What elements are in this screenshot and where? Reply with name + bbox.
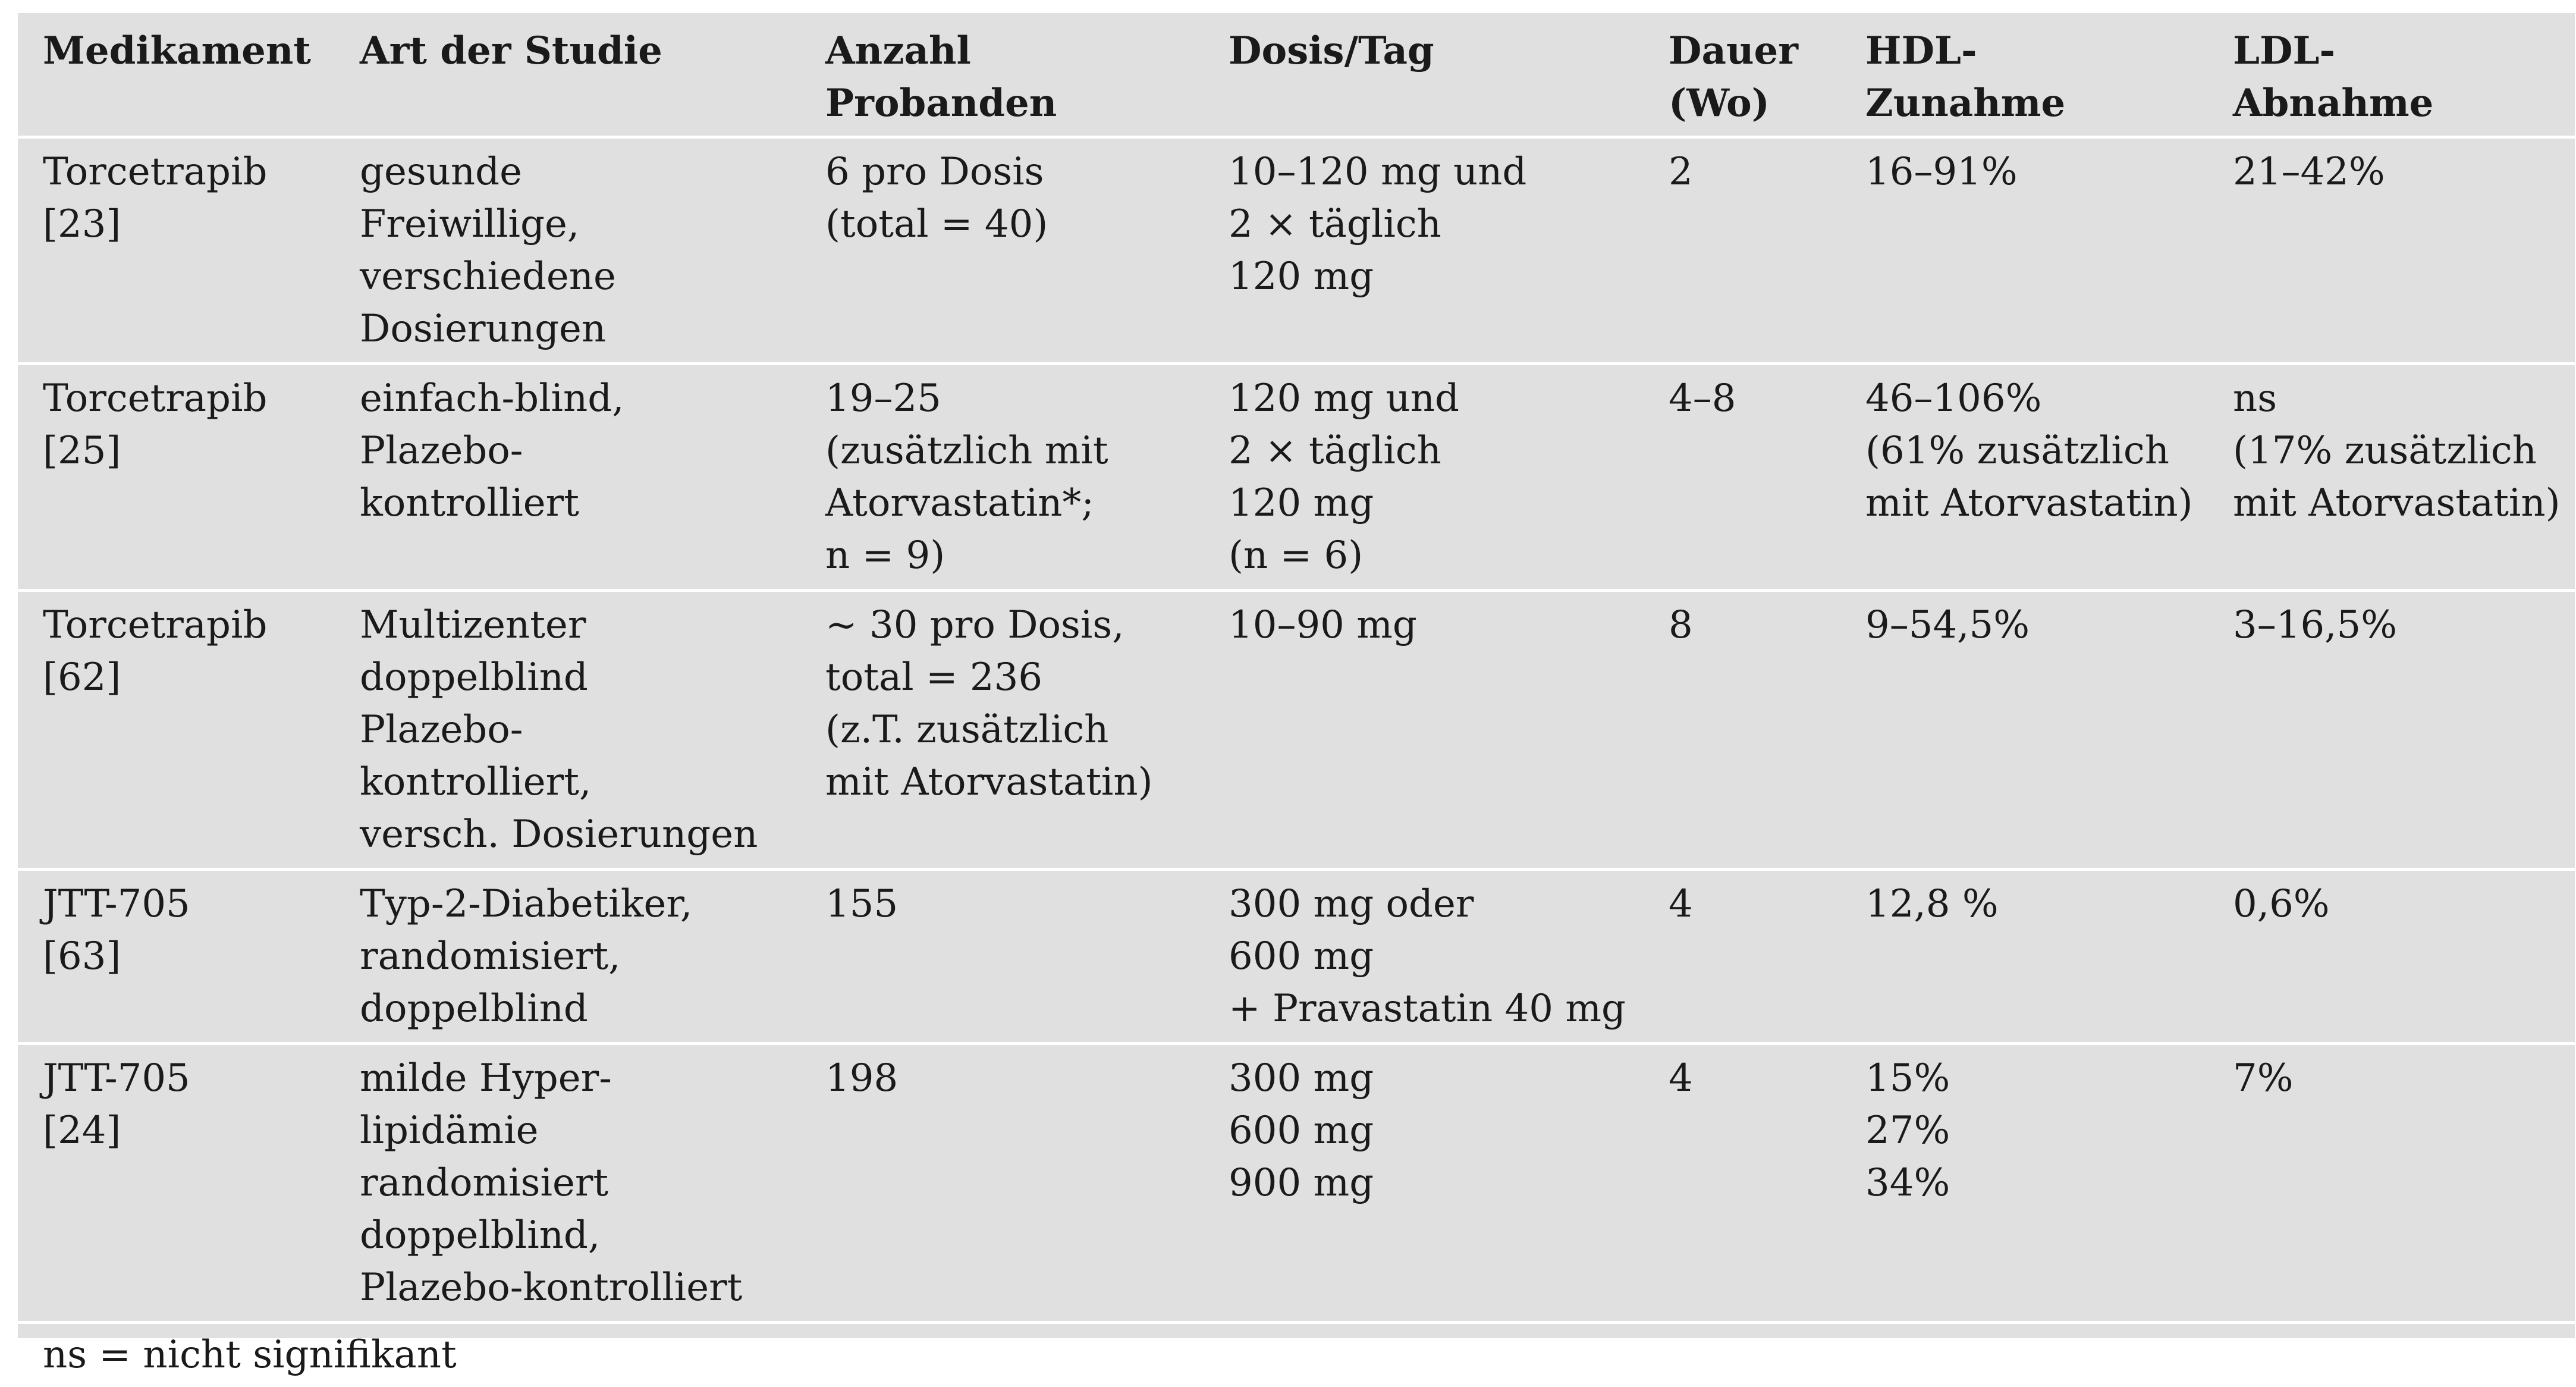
cell-text: 9–54,5% (1865, 599, 2208, 651)
cell-anzahl-probanden (800, 591, 1204, 870)
cell-art-der-studie (335, 137, 800, 364)
cell-text: 15% (1865, 1052, 2208, 1104)
cell-text: 27% (1865, 1104, 2208, 1157)
header-text: Medikament (43, 25, 335, 77)
cell-text: Plazebo- (360, 704, 800, 756)
cell-text: Plazebo- (360, 425, 800, 477)
cell-text: 4 (1669, 1052, 1840, 1104)
cell-text: (z.T. zusätzlich (825, 704, 1204, 756)
cell-text: 3–16,5% (2233, 599, 2575, 651)
cell-text: Torcetrapib (43, 146, 335, 198)
cell-ldl-abnahme (2208, 364, 2575, 591)
cell-text: Dosierungen (360, 303, 800, 355)
table-row (18, 591, 2575, 870)
cell-text: 46–106% (1865, 372, 2208, 425)
cell-dosis-tag (1204, 870, 1644, 1044)
table-footnote: ns = nicht signifikant (18, 1323, 2575, 1387)
cell-text: mit Atorvastatin) (1865, 477, 2208, 529)
cell-text: (17% zusätzlich (2233, 425, 2575, 477)
cell-text: [63] (43, 930, 335, 983)
cell-text: 8 (1669, 599, 1840, 651)
cell-text: 2 × täglich (1229, 198, 1644, 250)
cell-dosis-tag (1204, 364, 1644, 591)
cell-dauer (1644, 137, 1840, 364)
cell-text: Freiwillige, (360, 198, 800, 250)
cell-text: 300 mg oder (1229, 878, 1644, 930)
cell-text: [23] (43, 198, 335, 250)
cell-text: 120 mg (1229, 477, 1644, 529)
header-text: HDL- (1865, 25, 2208, 77)
cell-text: randomisiert, (360, 930, 800, 983)
study-table (18, 13, 2575, 1387)
cell-anzahl-probanden (800, 364, 1204, 591)
cell-art-der-studie (335, 1044, 800, 1323)
cell-medikament (18, 1044, 335, 1323)
header-text: (Wo) (1669, 77, 1840, 130)
cell-ldl-abnahme (2208, 137, 2575, 364)
table-row (18, 1044, 2575, 1323)
cell-dosis-tag (1204, 137, 1644, 364)
cell-hdl-zunahme (1840, 591, 2208, 870)
cell-text: + Pravastatin 40 mg (1229, 983, 1644, 1035)
cell-dauer (1644, 870, 1840, 1044)
cell-text: kontrolliert, (360, 756, 800, 808)
cell-medikament (18, 591, 335, 870)
header-text: LDL- (2233, 25, 2575, 77)
cell-text: 4–8 (1669, 372, 1840, 425)
cell-text: gesunde (360, 146, 800, 198)
header-text: Zunahme (1865, 77, 2208, 130)
cell-text: (total = 40) (825, 198, 1204, 250)
cell-text: doppelblind (360, 983, 800, 1035)
cell-text: Torcetrapib (43, 372, 335, 425)
cell-text: ~ 30 pro Dosis, (825, 599, 1204, 651)
cell-medikament (18, 364, 335, 591)
header-text: Art der Studie (360, 25, 800, 77)
cell-text: (zusätzlich mit (825, 425, 1204, 477)
cell-text: Torcetrapib (43, 599, 335, 651)
cell-text: 6 pro Dosis (825, 146, 1204, 198)
table-row (18, 364, 2575, 591)
cell-dauer (1644, 364, 1840, 591)
cell-ldl-abnahme (2208, 870, 2575, 1044)
cell-dauer (1644, 1044, 1840, 1323)
cell-art-der-studie (335, 591, 800, 870)
cell-text: 600 mg (1229, 930, 1644, 983)
cell-text: JTT-705 (43, 878, 335, 930)
cell-text: verschiedene (360, 250, 800, 303)
header-text: Abnahme (2233, 77, 2575, 130)
cell-dosis-tag (1204, 1044, 1644, 1323)
cell-text: 7% (2233, 1052, 2575, 1104)
cell-hdl-zunahme (1840, 870, 2208, 1044)
cell-text: ns (2233, 372, 2575, 425)
header-text: Anzahl (825, 25, 1204, 77)
cell-text: milde Hyper- (360, 1052, 800, 1104)
cell-anzahl-probanden (800, 1044, 1204, 1323)
cell-text: einfach-blind, (360, 372, 800, 425)
cell-text: 600 mg (1229, 1104, 1644, 1157)
cell-text: 16–91% (1865, 146, 2208, 198)
cell-text: 900 mg (1229, 1157, 1644, 1209)
cell-text: 120 mg und (1229, 372, 1644, 425)
cell-text: versch. Dosierungen (360, 808, 800, 861)
cell-text: 21–42% (2233, 146, 2575, 198)
cell-ldl-abnahme (2208, 591, 2575, 870)
cell-text: doppelblind, (360, 1209, 800, 1262)
cell-text: Atorvastatin*; (825, 477, 1204, 529)
cell-text: Multizenter (360, 599, 800, 651)
header-text: Probanden (825, 77, 1204, 130)
header-dosis-tag (1204, 13, 1644, 137)
cell-text: lipidämie (360, 1104, 800, 1157)
cell-text: Typ-2-Diabetiker, (360, 878, 800, 930)
cell-text: JTT-705 (43, 1052, 335, 1104)
table-header-row (18, 13, 2575, 137)
cell-anzahl-probanden (800, 137, 1204, 364)
header-hdl-zunahme (1840, 13, 2208, 137)
cell-text: 4 (1669, 878, 1840, 930)
cell-text: mit Atorvastatin) (2233, 477, 2575, 529)
table-row (18, 870, 2575, 1044)
cell-text: [24] (43, 1104, 335, 1157)
cell-text: 0,6% (2233, 878, 2575, 930)
cell-ldl-abnahme (2208, 1044, 2575, 1323)
cell-text: 10–120 mg und (1229, 146, 1644, 198)
cell-text: Plazebo-kontrolliert (360, 1262, 800, 1314)
header-anzahl-probanden (800, 13, 1204, 137)
header-dauer (1644, 13, 1840, 137)
table-row (18, 137, 2575, 364)
header-ldl-abnahme (2208, 13, 2575, 137)
cell-text: 2 × täglich (1229, 425, 1644, 477)
cell-anzahl-probanden (800, 870, 1204, 1044)
cell-text: (61% zusätzlich (1865, 425, 2208, 477)
header-art-der-studie (335, 13, 800, 137)
header-text: Dosis/Tag (1229, 25, 1644, 77)
cell-text: kontrolliert (360, 477, 800, 529)
cell-text: total = 236 (825, 651, 1204, 704)
cell-dauer (1644, 591, 1840, 870)
cell-text: (n = 6) (1229, 529, 1644, 582)
cell-text: n = 9) (825, 529, 1204, 582)
cell-text: 155 (825, 878, 1204, 930)
cell-dosis-tag (1204, 591, 1644, 870)
cell-text: 12,8 % (1865, 878, 2208, 930)
cell-hdl-zunahme (1840, 1044, 2208, 1323)
cell-text: 300 mg (1229, 1052, 1644, 1104)
header-text: Dauer (1669, 25, 1840, 77)
cell-hdl-zunahme (1840, 364, 2208, 591)
cell-text: 2 (1669, 146, 1840, 198)
cell-text: 19–25 (825, 372, 1204, 425)
cell-hdl-zunahme (1840, 137, 2208, 364)
cell-text: 120 mg (1229, 250, 1644, 303)
cell-art-der-studie (335, 364, 800, 591)
cell-medikament (18, 870, 335, 1044)
cell-text: 198 (825, 1052, 1204, 1104)
cell-art-der-studie (335, 870, 800, 1044)
cell-text: mit Atorvastatin) (825, 756, 1204, 808)
cell-text: randomisiert (360, 1157, 800, 1209)
table-panel (18, 13, 2575, 1338)
cell-medikament (18, 137, 335, 364)
header-medikament (18, 13, 335, 137)
cell-text: 10–90 mg (1229, 599, 1644, 651)
cell-text: [25] (43, 425, 335, 477)
cell-text: [62] (43, 651, 335, 704)
cell-text: 34% (1865, 1157, 2208, 1209)
cell-text: doppelblind (360, 651, 800, 704)
